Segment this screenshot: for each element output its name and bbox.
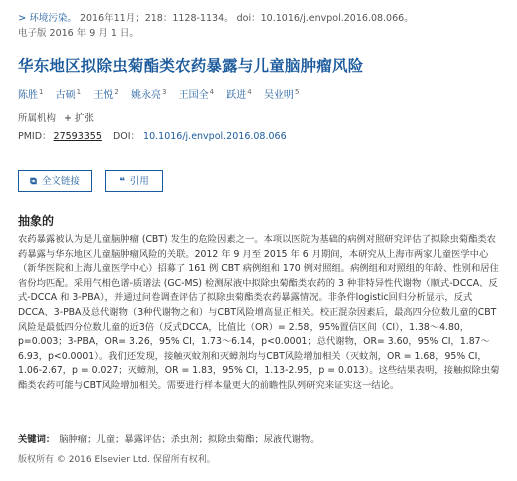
- keywords-text: 脑肿瘤；儿童；暴露评估；杀虫剂；拟除虫菊酯；尿液代谢物。: [59, 434, 320, 445]
- affiliations: [18, 110, 94, 124]
- doi-label: DOI：: [112, 131, 141, 142]
- chevron-right-icon: >: [18, 13, 27, 24]
- affiliations-label: 所属机构: [18, 113, 57, 124]
- article-title: 华东地区拟除虫菊酯类农药暴露与儿童脑肿瘤风险: [18, 57, 364, 75]
- citation-details: 2016年11月；218：1128-1134。 doi：10.1016/j.envpol.2016.08.066。: [79, 13, 414, 24]
- author-link[interactable]: 姚永亮$^3$: [130, 87, 167, 101]
- author-link[interactable]: 古硕$^1$: [55, 87, 82, 101]
- quote-icon: ❝: [119, 176, 125, 187]
- abstract-text: 农药暴露被认为是儿童脑肿瘤 (CBT) 发生的危险因素之一。本项以医院为基础的病例对照研究评估了拟除虫菊酯类农药暴露与华东地区儿童脑肿瘤风险的关联。2012 年 9 月至 2015 年 6 月期间，本研究从上海市两家儿童医学中心（新华医院和上海儿童医学中心）招募了 161 例 CBT 病例组和 170 例对照组。病例组和对照组的年龄、性别和居住省份均匹配。采用气相色谱-质谱法 (GC-MS) 检测尿液中拟除虫菊酯类农药的 3 种非特异性代谢物（顺式-DCCA、反式-DCCA 和 3-PBA），并通过问卷调查评估了拟除虫菊酯类农药暴露情况。非条件logistic回归分析显示，反式DCCA、3-PBA及总代谢物（3种代谢物之和）与CBT风险增高显正相关。校正混杂因素后，最高四分位数儿童的CBT风险是最低四分位数儿童的近3倍（反式DCCA，比值比（OR）= 2.58，95%置信区间（CI），1.38～4.80，p=0.003；3-PBA，OR= 3.26，95% CI，1.73～6.14，p<0.0001；总代谢物，OR= 3.60，95% CI，1.87～6.93，p<0.0001）。我们还发现，接触灭蚊剂和灭蟑剂均与CBT风险增加相关（灭蚊剂，OR = 1.68，95% CI，1.06-2.67，p = 0.027；灭蟑剂，OR = 1.83，95% CI，1.13-2.95，p = 0.013）。这些结果表明，接触拟除虫菊酯类农药可能与CBT风险增加相关。需要进行样本量更大的前瞻性队列研究来证实这一结论。: [18, 234, 500, 391]
- pmid-link[interactable]: 27593355: [53, 131, 102, 142]
- author-link[interactable]: 陈胜$^1$: [18, 87, 44, 101]
- author-link[interactable]: 跃进$^4$: [226, 87, 252, 101]
- journal-link[interactable]: 环境污染。: [29, 13, 77, 24]
- author-link[interactable]: 吴业明$^5$: [263, 87, 300, 101]
- author-link[interactable]: 王国全$^4$: [178, 87, 215, 101]
- keywords: [18, 431, 320, 445]
- full-text-links-button[interactable]: ⧉ 全文链接: [18, 170, 92, 192]
- expand-affiliations-button[interactable]: + 扩张: [64, 113, 95, 124]
- abstract-heading: 抽象的: [18, 214, 55, 228]
- author-link[interactable]: 王悦$^2$: [93, 87, 119, 101]
- keywords-label: 关键词：: [18, 434, 56, 445]
- identifiers: [18, 128, 287, 142]
- cite-button[interactable]: ❝ 引用: [105, 170, 163, 192]
- pmid-label: PMID：: [18, 131, 52, 142]
- doi-link[interactable]: 10.1016/j.envpol.2016.08.066: [143, 131, 287, 142]
- epub-date: 电子版 2016 年 9 月 1 日。: [18, 28, 139, 39]
- external-link-icon: ⧉: [30, 176, 37, 187]
- author-list: [18, 86, 308, 101]
- citation: [18, 11, 503, 41]
- copyright: 版权所有 © 2016 Elsevier Ltd. 保留所有权利。: [18, 455, 216, 465]
